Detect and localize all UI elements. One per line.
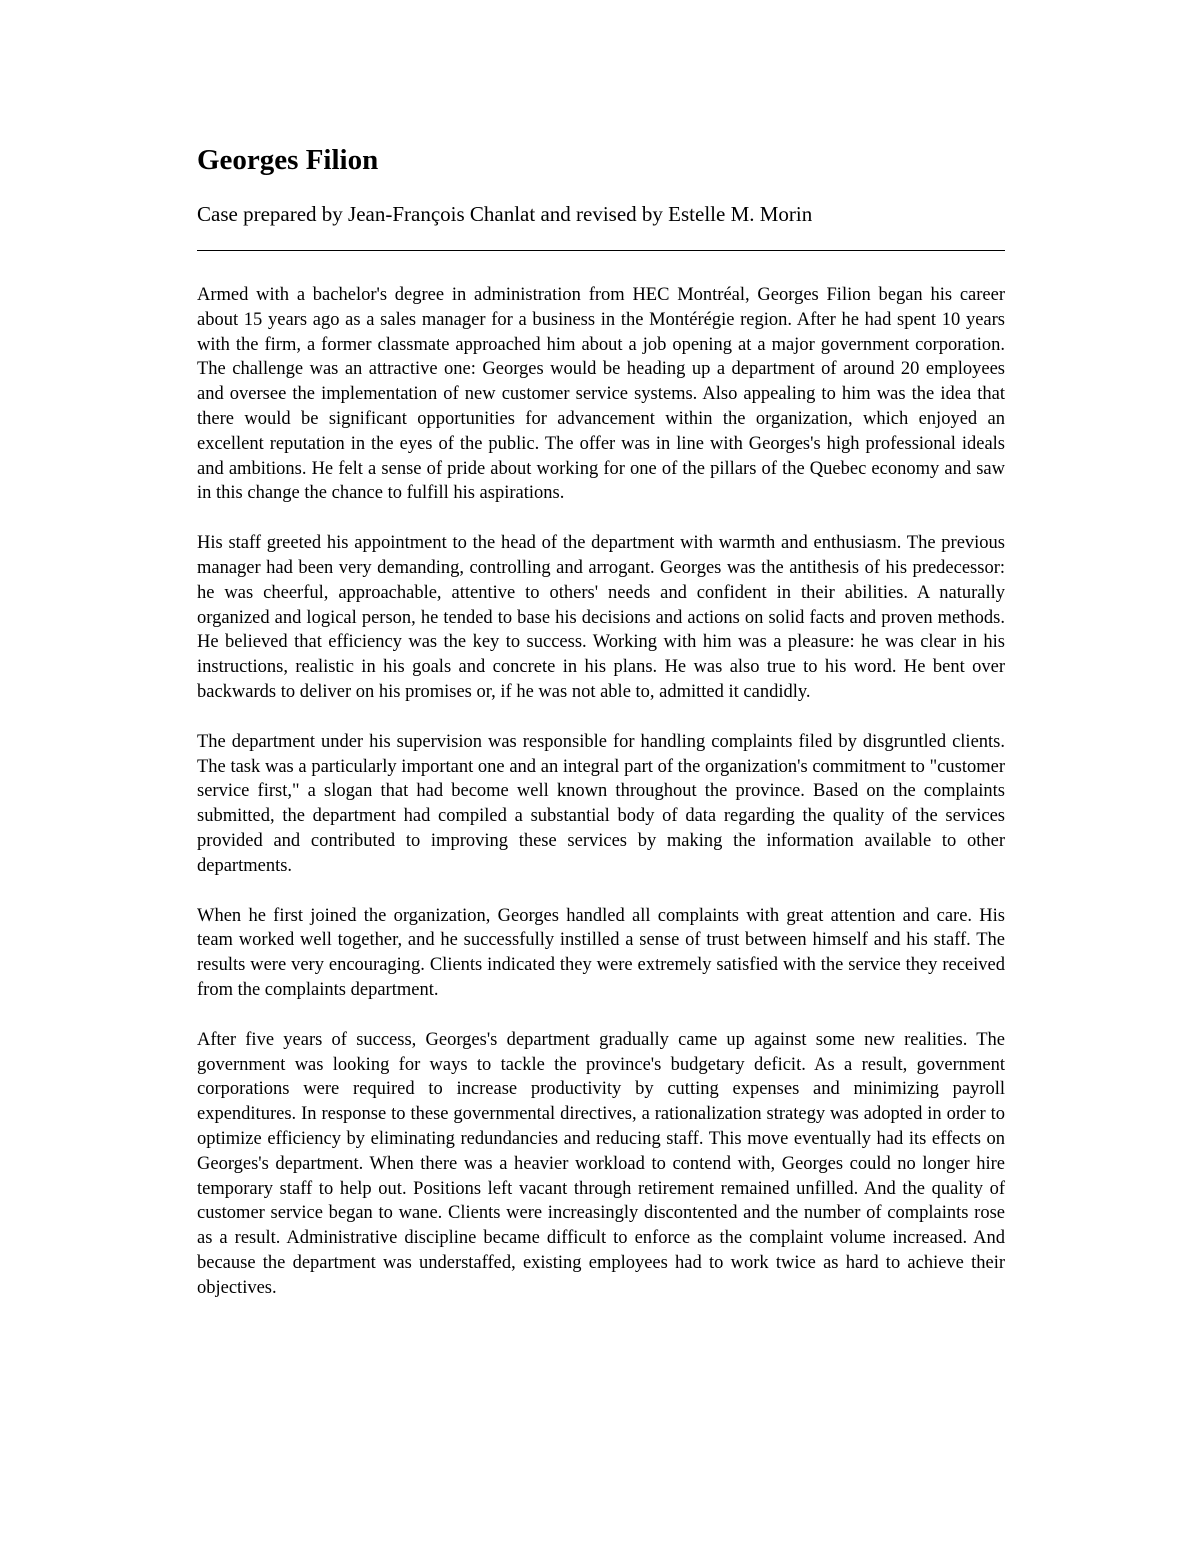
body-paragraph-5: After five years of success, Georges's department gradually came up against some new realities. The government was looking for ways to tackle the province's budgetary deficit. As a result, government corporations were required to increase productivity by cutting expenses and minimizing payroll expenditures. In response to these governmental directives, a rationalization strategy was adopted in order to optimize efficiency by eliminating redundancies and reducing staff. This move eventually had its effects on Georges's department. When there was a heavier workload to contend with, Georges could no longer hire temporary staff to help out. Positions left vacant through retirement remained unfilled. And the quality of customer service began to wane. Clients were increasingly discontented and the number of complaints rose as a result. Administrative discipline became difficult to enforce as the complaint volume increased. And because the department was understaffed, existing employees had to work twice as hard to achieve their objectives. xyxy=(197,1029,1005,1298)
title-divider xyxy=(197,250,1005,251)
document-subtitle: Case prepared by Jean-François Chanlat and revised by Estelle M. Morin xyxy=(197,202,813,226)
document-page xyxy=(197,140,1005,1325)
document-title: Georges Filion xyxy=(197,144,379,176)
body-paragraph-1: Armed with a bachelor's degree in administration from HEC Montréal, Georges Filion began his career about 15 years ago as a sales manager for a business in the Montérégie region. After he had spent 10 years with the firm, a former classmate approached him about a job opening at a major government corporation. The challenge was an attractive one: Georges would be heading up a department of around 20 employees and oversee the implementation of new customer service systems. Also appealing to him was the idea that there would be significant opportunities for advancement within the organization, which enjoyed an excellent reputation in the eyes of the public. The offer was in line with Georges's high professional ideals and ambitions. He felt a sense of pride about working for one of the pillars of the Quebec economy and saw in this change the chance to fulfill his aspirations. xyxy=(197,285,1005,504)
body-paragraph-4: When he first joined the organization, Georges handled all complaints with great attention and care. His team worked well together, and he successfully instilled a sense of trust between himself and his staff. The results were very encouraging. Clients indicated they were extremely satisfied with the service they received from the complaints department. xyxy=(197,905,1005,1000)
body-paragraph-3: The department under his supervision was responsible for handling complaints filed by disgruntled clients. The task was a particularly important one and an integral part of the organization's commitment to "customer service first," a slogan that had become well known throughout the province. Based on the complaints submitted, the department had compiled a substantial body of data regarding the quality of the services provided and contributed to improving these services by making the information available to other departments. xyxy=(197,731,1005,876)
document-body xyxy=(197,283,1005,1300)
body-paragraph-2: His staff greeted his appointment to the head of the department with warmth and enthusiasm. The previous manager had been very demanding, controlling and arrogant. Georges was the antithesis of his predecessor: he was cheerful, approachable, attentive to others' needs and confident in their abilities. A naturally organized and logical person, he tended to base his decisions and actions on solid facts and proven methods. He believed that efficiency was the key to success. Working with him was a pleasure: he was clear in his instructions, realistic in his goals and concrete in his plans. He was also true to his word. He bent over backwards to deliver on his promises or, if he was not able to, admitted it candidly. xyxy=(197,533,1005,702)
